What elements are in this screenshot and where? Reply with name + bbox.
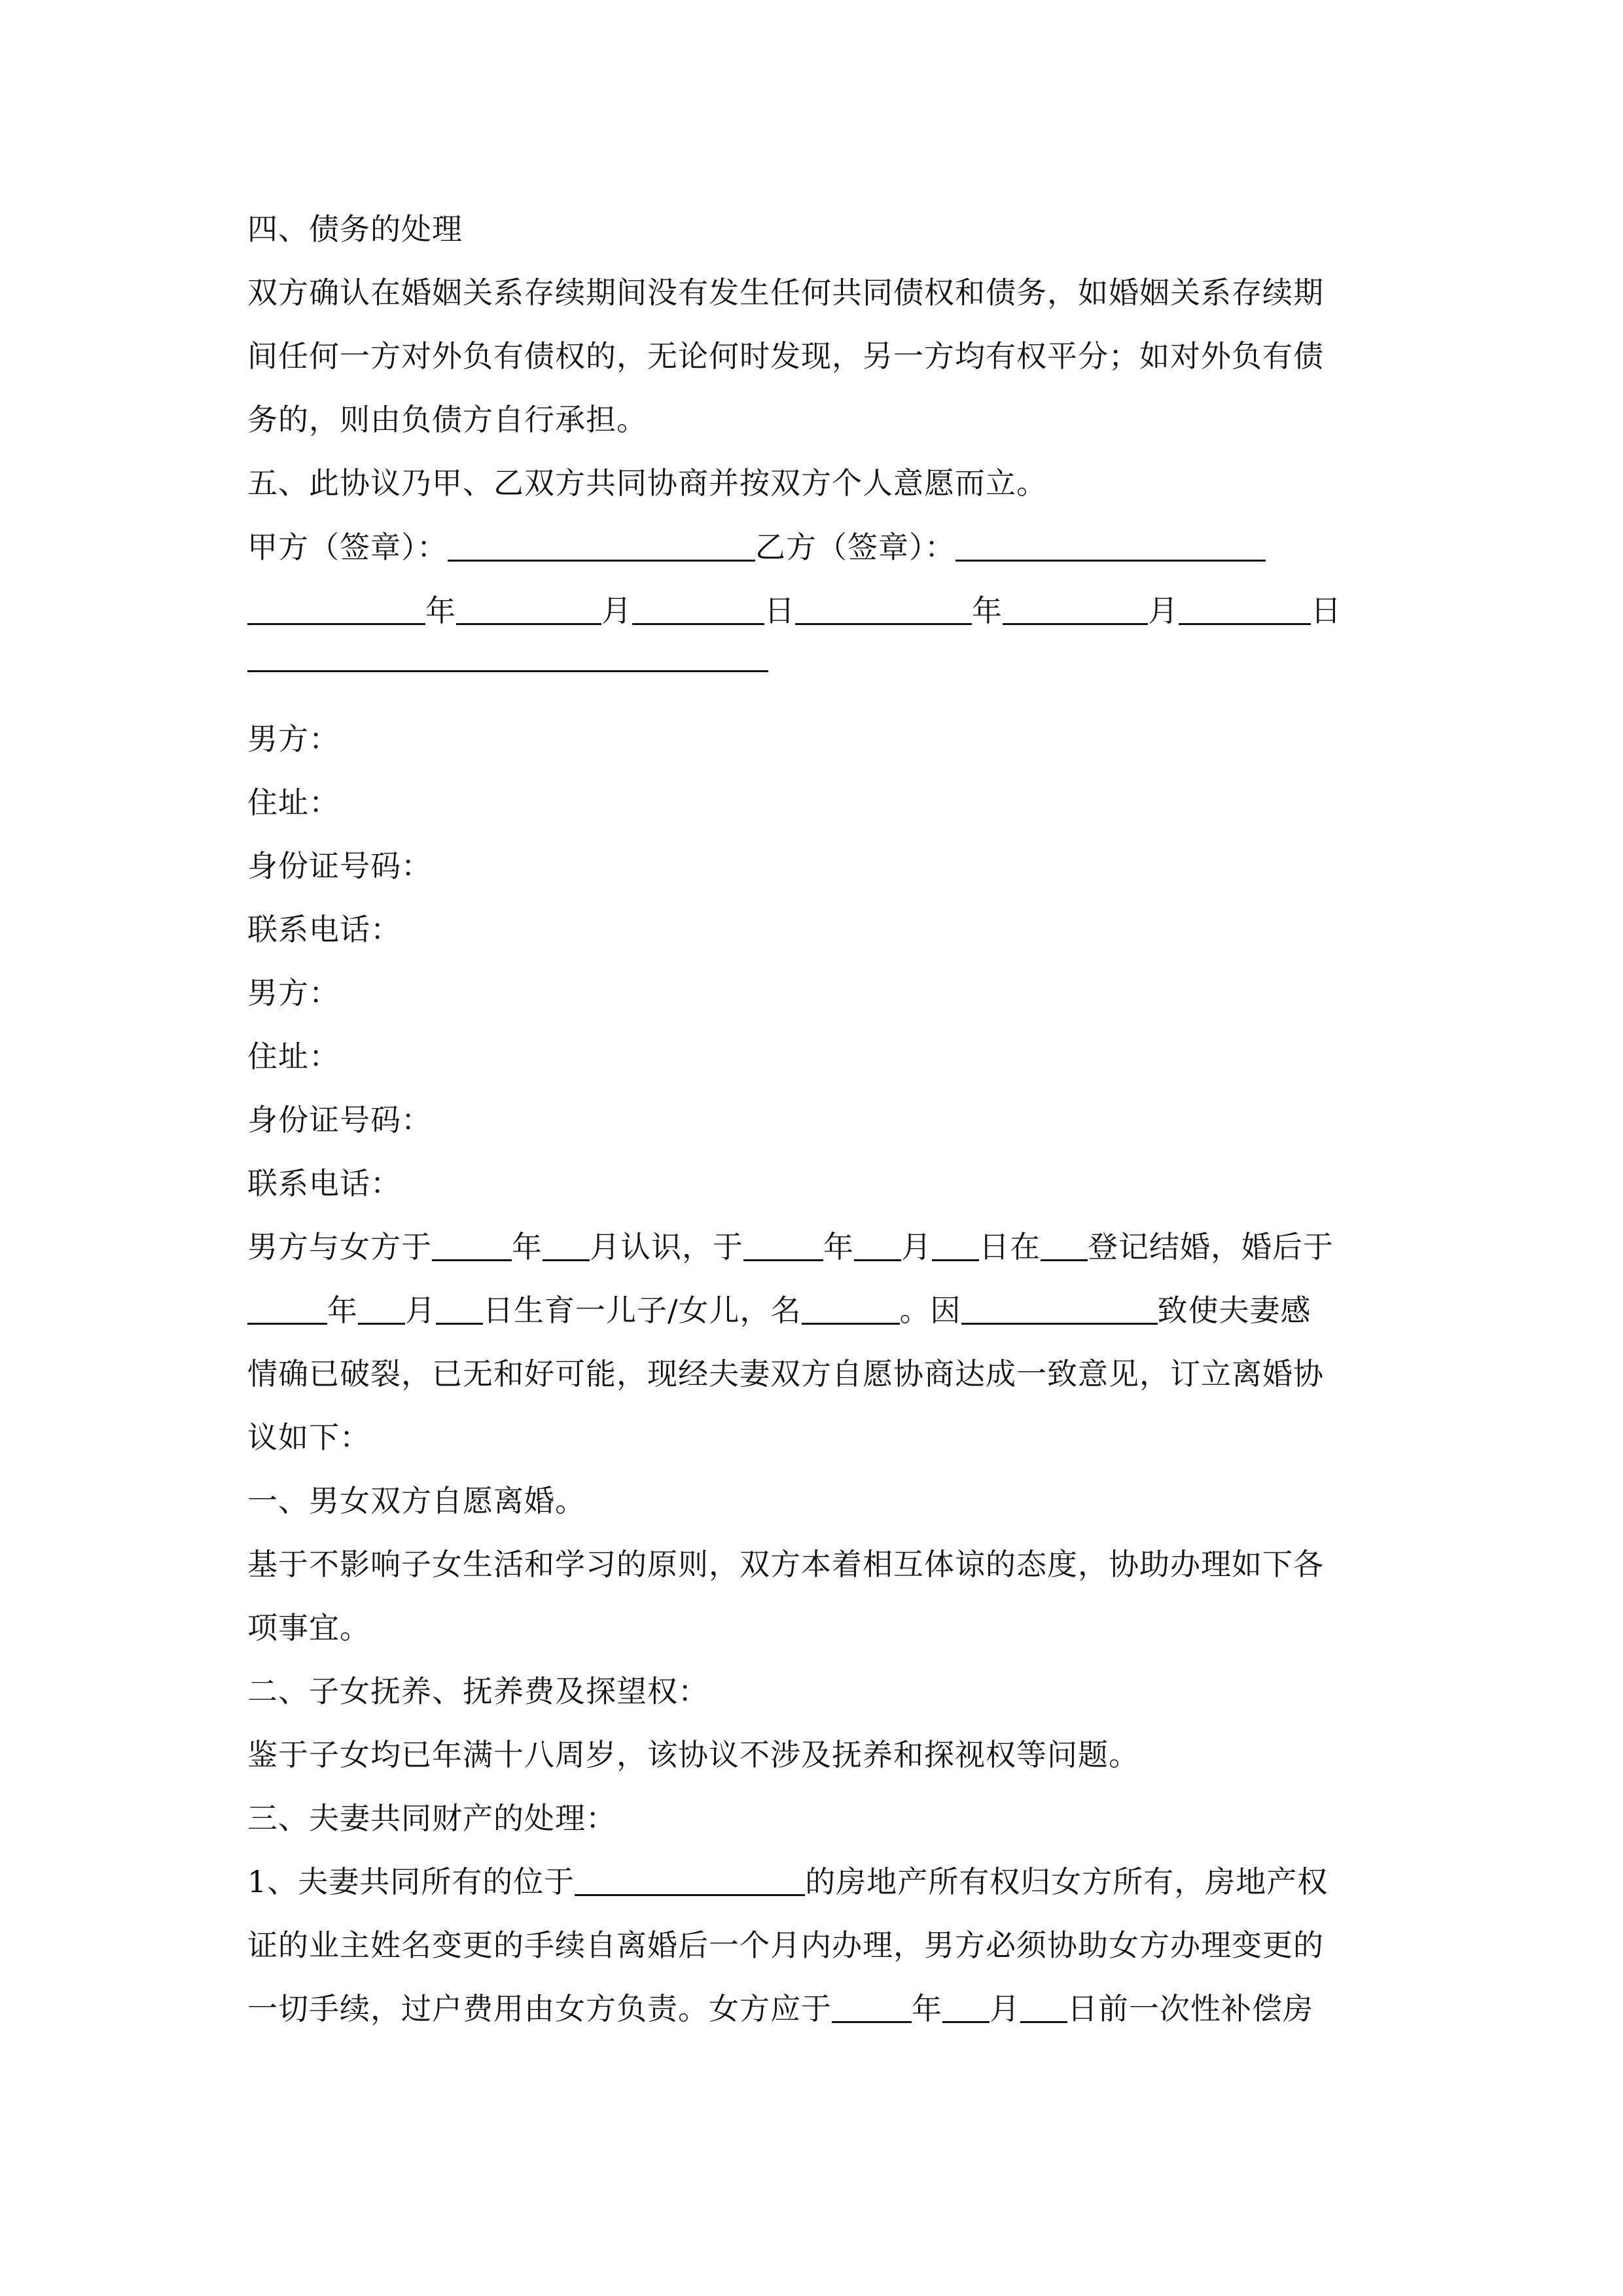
marry-year-blank[interactable] — [743, 1229, 823, 1261]
section4-line-1: 双方确认在婚姻关系存续期间没有发生任何共同债权和债务，如婚姻关系存续期 — [247, 275, 1324, 310]
intro-line-3: 情确已破裂，已无和好可能，现经夫妻双方自愿协商达成一致意见，订立离婚协 — [247, 1356, 1324, 1391]
date-b-month: 月 — [1148, 593, 1179, 628]
date-b-year: 年 — [972, 593, 1003, 628]
intro-text: 致使夫妻感 — [1157, 1293, 1311, 1328]
article3-text: 一切手续，过户费用由女方负责。女方应于 — [247, 1991, 832, 2026]
date-a-month: 月 — [601, 593, 632, 628]
article3-line-2: 证的业主姓名变更的手续自离婚后一个月内办理，男方必须协助女方办理变更的 — [247, 1928, 1324, 1963]
article3-text: 年 — [912, 1991, 942, 2026]
article3-text: 1、夫妻共同所有的位于 — [247, 1864, 575, 1899]
article2-text: 鉴于子女均已年满十八周岁，该协议不涉及抚养和探视权等问题。 — [247, 1737, 1139, 1772]
birth-year-blank[interactable] — [247, 1293, 327, 1325]
date-a-month-blank[interactable] — [456, 593, 601, 625]
date-a-day-blank[interactable] — [632, 593, 764, 625]
separator-line — [247, 670, 768, 672]
pay-year-blank[interactable] — [832, 1991, 912, 2023]
date-b-month-blank[interactable] — [1003, 593, 1148, 625]
article1-line-2: 项事宜。 — [247, 1610, 370, 1645]
meet-month-blank[interactable] — [543, 1229, 590, 1261]
article2-heading: 二、子女抚养、抚养费及探望权： — [247, 1674, 709, 1709]
date-b-day-blank[interactable] — [1179, 593, 1311, 625]
intro-text: 日生育一儿子/女儿，名 — [483, 1293, 802, 1328]
party1-phone: 联系电话： — [247, 912, 401, 947]
article3-line-1 — [247, 1862, 1328, 1901]
party-a-label: 甲方（签章）： — [247, 529, 448, 565]
pay-day-blank[interactable] — [1020, 1991, 1067, 2023]
intro-text: 男方与女方于 — [247, 1229, 432, 1265]
intro-line-4: 议如下： — [247, 1420, 370, 1455]
article3-line-3 — [247, 1989, 1313, 2028]
party-a-blank[interactable] — [448, 529, 755, 562]
section4-line-2: 间任何一方对外负有债权的，无论何时发现，另一方均有权平分；如对外负有债 — [247, 338, 1324, 374]
intro-text: 月 — [405, 1293, 436, 1328]
party2-id-number: 身份证号码： — [247, 1102, 432, 1138]
article3-text: 的房地产所有权归女方所有，房地产权 — [805, 1864, 1329, 1899]
birth-month-blank[interactable] — [358, 1293, 405, 1325]
date-a-day: 日 — [764, 593, 795, 628]
party2-gender: 男方： — [247, 975, 340, 1011]
intro-text: 年 — [512, 1229, 543, 1265]
date-b-day: 日 — [1311, 593, 1342, 628]
party1-address: 住址： — [247, 785, 340, 820]
marry-day-blank[interactable] — [932, 1229, 979, 1261]
intro-text: 月认识，于 — [590, 1229, 743, 1265]
intro-text: 年 — [823, 1229, 854, 1265]
article3-heading: 三、夫妻共同财产的处理： — [247, 1801, 616, 1836]
date-b-year-blank[interactable] — [795, 593, 972, 625]
article3-text: 月 — [990, 1991, 1020, 2026]
article3-text: 日前一次性补偿房 — [1067, 1991, 1313, 2026]
party2-address: 住址： — [247, 1039, 340, 1074]
intro-line-2 — [247, 1291, 1311, 1330]
party2-phone: 联系电话： — [247, 1166, 401, 1201]
reason-blank[interactable] — [961, 1293, 1158, 1325]
signature-line — [247, 528, 1266, 567]
pay-month-blank[interactable] — [942, 1991, 990, 2023]
child-name-blank[interactable] — [802, 1293, 900, 1325]
date-a-year-blank[interactable] — [247, 593, 425, 625]
party1-gender: 男方： — [247, 721, 340, 757]
intro-text: 日在 — [979, 1229, 1041, 1265]
meet-year-blank[interactable] — [432, 1229, 512, 1261]
intro-text: 年 — [327, 1293, 358, 1328]
section4-line-3: 务的，则由负债方自行承担。 — [247, 402, 647, 437]
intro-text: 月 — [901, 1229, 932, 1265]
intro-line-1 — [247, 1227, 1334, 1266]
date-a-year: 年 — [425, 593, 456, 628]
party-b-blank[interactable] — [955, 529, 1266, 562]
article1-line-1: 基于不影响子女生活和学习的原则，双方本着相互体谅的态度，协助办理如下各 — [247, 1547, 1324, 1582]
intro-text: 登记结婚，婚后于 — [1088, 1229, 1334, 1265]
section4-heading: 四、债务的处理 — [247, 211, 463, 247]
property-location-blank[interactable] — [575, 1864, 805, 1896]
marry-month-blank[interactable] — [854, 1229, 901, 1261]
date-line — [247, 591, 1342, 630]
intro-text: 。因 — [899, 1293, 961, 1328]
article1-heading: 一、男女双方自愿离婚。 — [247, 1483, 586, 1518]
section5-text: 五、此协议乃甲、乙双方共同协商并按双方个人意愿而立。 — [247, 465, 1047, 501]
party-b-label: 乙方（签章）： — [755, 529, 955, 565]
birth-day-blank[interactable] — [436, 1293, 483, 1325]
marry-place-blank[interactable] — [1041, 1229, 1088, 1261]
party1-id-number: 身份证号码： — [247, 848, 432, 884]
